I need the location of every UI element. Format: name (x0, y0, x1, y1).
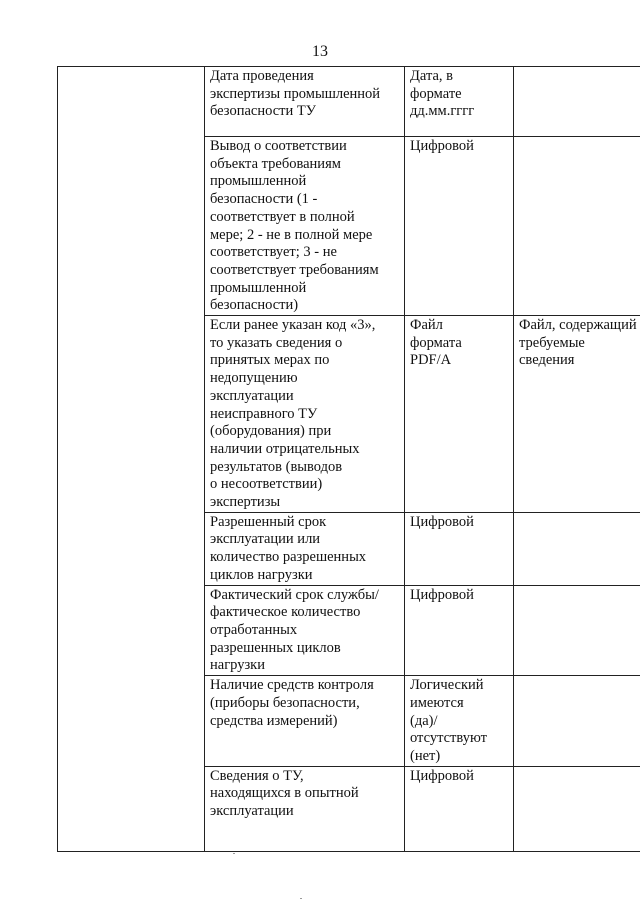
requirements-table (57, 66, 640, 852)
page-number: 13 (312, 43, 328, 60)
field-note-cell (514, 512, 640, 585)
field-note-cell (514, 676, 640, 767)
field-name-cell: Фактический срок службы/ фактическое количество отработанных разрешенных циклов нагрузки (205, 585, 405, 676)
empty-first-column-cell (58, 67, 205, 852)
field-name-cell: Наличие средств контроля (приборы безопасности, средства измерений) (205, 676, 405, 767)
field-format-cell: Дата, в формате дд.мм.гггг (405, 67, 514, 137)
field-format-cell: Цифровой (405, 137, 514, 316)
field-name-cell: Вывод о соответствии объекта требованиям промышленной безопасности (1 - соответствует в полной мере; 2 - не в полной мере соответствует; 3 - не соответствует требованиям промышленной безопасности) (205, 137, 405, 316)
field-name-cell: Сведения о ТУ, находящихся в опытной эксплуатации (205, 766, 405, 851)
scan-artifact (233, 853, 235, 854)
field-note-cell (514, 766, 640, 851)
field-format-cell: Цифровой (405, 585, 514, 676)
field-name-cell: Дата проведения экспертизы промышленной безопасности ТУ (205, 67, 405, 137)
field-note-cell (514, 137, 640, 316)
field-note-cell (514, 585, 640, 676)
field-name-cell: Разрешенный срок эксплуатации или количество разрешенных циклов нагрузки (205, 512, 405, 585)
field-note-cell: Файл, содержащий требуемые сведения (514, 316, 640, 513)
field-format-cell: Логический имеются (да)/ отсутствуют (нет) (405, 676, 514, 767)
field-note-cell (514, 67, 640, 137)
field-format-cell: Цифровой (405, 766, 514, 851)
field-name-cell: Если ранее указан код «3», то указать сведения о принятых мерах по недопущению эксплуатации неисправного ТУ (оборудования) при наличии отрицательных результатов (выводов о несоответствии) экспертизы (205, 316, 405, 513)
field-format-cell: Цифровой (405, 512, 514, 585)
field-format-cell: Файл формата PDF/A (405, 316, 514, 513)
table-row (58, 67, 640, 137)
scan-artifact (300, 898, 302, 899)
